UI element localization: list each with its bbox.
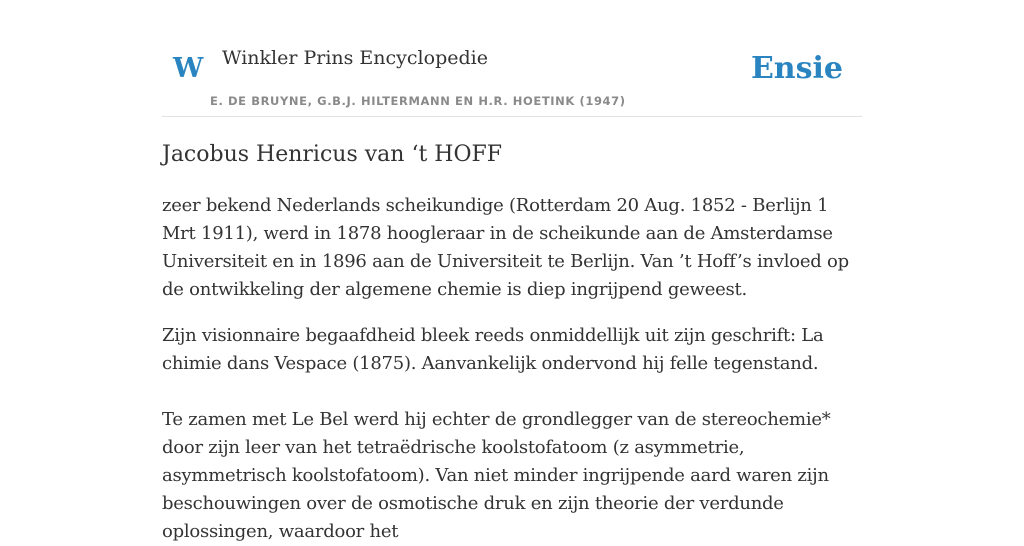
publication-logo[interactable]: W (173, 53, 204, 84)
article-paragraph: zeer bekend Nederlands scheikundige (Rotterdam 20 Aug. 1852 - Berlijn 1 Mrt 1911), werd in 1878 hoogleraar in de scheikunde aan de Amsterdamse Universiteit en in 1896 aan de Universiteit te Berlijn. Van ’t Hoff’s invloed op de ontwikkeling der algemene chemie is diep ingrijpend geweest. (162, 195, 849, 300)
article-paragraph: Zijn visionnaire begaafdheid bleek reeds onmiddellijk uit zijn geschrift: La chimie dans Vespace (1875). Aanvankelijk ondervond hij felle tegenstand. (162, 325, 824, 374)
publication-title[interactable]: Winkler Prins Encyclopedie (222, 47, 488, 69)
article-body (162, 192, 862, 546)
article-title: Jacobus Henricus van ‘t HOFF (162, 142, 503, 167)
article-paragraph: Te zamen met Le Bel werd hij echter de grondlegger van de stereochemie* door zijn leer van het tetraëdrische koolstofatoom (z asymmetrie, asymmetrisch koolstofatoom). Van niet minder ingrijpende aard waren zijn beschouwingen over de osmotische druk en zijn theorie der verdunde oplossingen, waardoor het (162, 409, 831, 542)
publication-authors: E. DE BRUYNE, G.B.J. HILTERMANN EN H.R. HOETINK (1947) (210, 94, 626, 108)
brand-logo[interactable]: Ensie (750, 51, 843, 86)
site-header (162, 0, 862, 117)
